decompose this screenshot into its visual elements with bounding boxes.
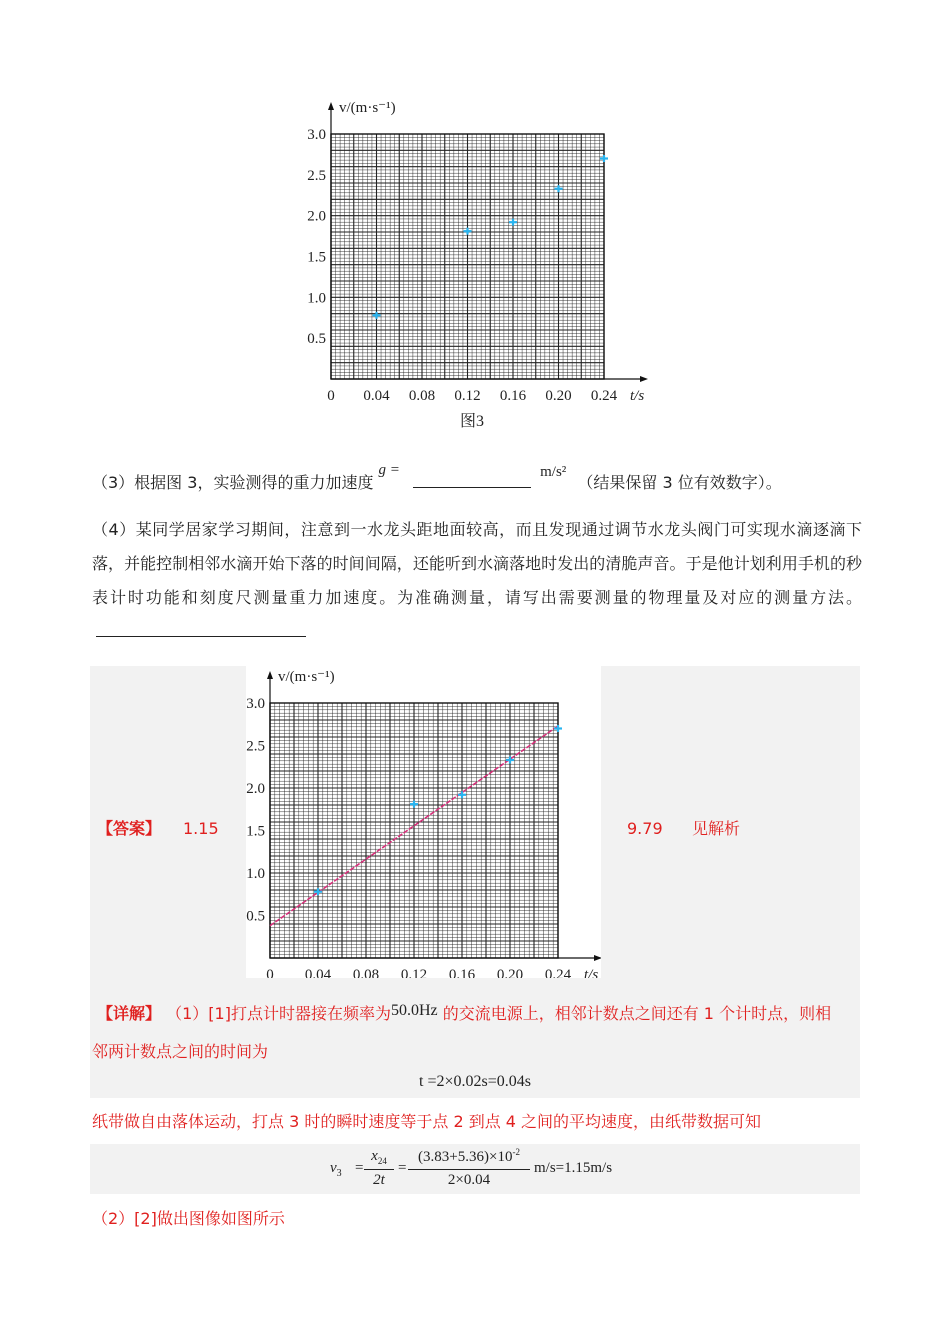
y-axis-arrow <box>267 671 273 679</box>
q4-text: （4）某同学居家学习期间，注意到一水龙头距地面较高，而且发现通过调节水龙头阀门可实现水滴逐滴下落，并能控制相邻水滴开始下落的时间间隔，还能听到水滴落地时发出的清脆声音。于是他计划利用手机的秒表计时功能和刻度尺测量重力加速度。为准确测量，请写出需要测量的物理量及对应的测量方法。 <box>92 520 862 607</box>
formula-equals-2: = <box>398 1160 407 1176</box>
answer-label: 【答案】 <box>97 819 162 838</box>
answer-value-1: 1.15 <box>183 819 219 838</box>
explain-label: 【详解】 <box>97 1004 162 1023</box>
grid <box>270 703 558 958</box>
x-tick-label: 0 <box>327 388 335 404</box>
x-axis-arrow <box>594 955 601 961</box>
x-tick-label: 0.04 <box>363 388 390 404</box>
answer-graph-chart <box>246 666 601 978</box>
formula-2t: 2t <box>373 1172 385 1188</box>
formula-result: m/s=1.15m/s <box>534 1160 613 1176</box>
y-tick-label: 3.0 <box>307 127 326 143</box>
figure-3-chart <box>300 95 660 430</box>
question-3 <box>92 462 892 500</box>
explain-line-4: （2）[2]做出图像如图所示 <box>92 1209 285 1228</box>
question-4 <box>92 513 862 649</box>
q3-suffix: （结果保留 3 位有效数字）。 <box>577 473 782 492</box>
x-tick-label: 0.20 <box>496 967 524 978</box>
q3-unit: m/s² <box>540 464 567 480</box>
x-tick-label: 0.04 <box>304 967 332 978</box>
formula-time: t =2×0.02s=0.04s <box>419 1073 531 1090</box>
data-point <box>509 219 517 226</box>
x-tick-label: 0.24 <box>590 388 618 404</box>
explain-frequency: 50.0Hz <box>390 1002 438 1019</box>
y-axis-label: v/(m·s⁻¹) <box>339 100 396 116</box>
x-axis-label: t/s <box>584 967 599 978</box>
y-tick-label: 1.0 <box>246 866 265 882</box>
formula-x24: $x_{24}$ <box>371 1148 387 1166</box>
formula-bar-2 <box>408 1169 530 1170</box>
answer-value-2: 9.79 <box>627 819 663 838</box>
x-tick-label: 0.12 <box>454 388 481 404</box>
x-tick-label: 0.08 <box>352 967 380 978</box>
y-tick-label: 1.5 <box>307 249 326 266</box>
x-axis-arrow <box>640 376 648 382</box>
answer-graph <box>246 666 601 978</box>
y-axis-arrow <box>328 102 334 110</box>
figure-3 <box>300 95 660 430</box>
y-tick-label: 3.0 <box>246 696 265 712</box>
x-tick-label: 0 <box>266 967 274 978</box>
formula-v: $v_3$ <box>330 1160 342 1179</box>
y-tick-label: 2.5 <box>246 738 265 755</box>
x-tick-label: 0.12 <box>400 967 428 978</box>
formula-equals-1: = <box>355 1160 364 1176</box>
explain-text-1a: （1）[1]打点计时器接在频率为 <box>166 1004 391 1023</box>
x-tick-label: 0.08 <box>408 388 436 404</box>
x-axis-label: t/s <box>630 388 645 404</box>
data-point <box>373 312 381 319</box>
explain-line-1 <box>97 997 857 1032</box>
y-tick-label: 1.5 <box>246 823 265 840</box>
explain-line-2: 邻两计数点之间的时间为 <box>92 1042 269 1061</box>
y-tick-label: 2.5 <box>307 167 326 184</box>
y-axis-label: v/(m·s⁻¹) <box>278 669 335 685</box>
q3-prefix: （3）根据图 3，实验测得的重力加速度 <box>92 473 374 492</box>
explain-line-3: 纸带做自由落体运动，打点 3 时的瞬时速度等于点 2 到点 4 之间的平均速度，由纸带数据可知 <box>92 1112 762 1131</box>
y-tick-label: 2.0 <box>246 781 265 797</box>
formula-bar-1 <box>364 1169 394 1170</box>
grid <box>331 134 604 379</box>
x-tick-label: 0.20 <box>545 388 572 404</box>
formula-numerator: $(3.83+5.36)\times 10^{-2}$ <box>418 1147 520 1165</box>
q3-variable: g = <box>378 462 400 478</box>
y-tick-label: 2.0 <box>307 208 326 225</box>
formula-denominator: 2×0.04 <box>447 1172 491 1188</box>
explain-text-1b: 的交流电源上，相邻计数点之间还有 1 个计时点，则相 <box>442 1004 832 1023</box>
x-tick-label: 0.24 <box>544 967 572 978</box>
figure-3-caption: 图3 <box>460 413 485 430</box>
y-tick-label: 0.5 <box>307 331 326 348</box>
x-tick-label: 0.16 <box>499 388 527 404</box>
q3-answer-blank[interactable] <box>413 469 531 488</box>
y-tick-label: 1.0 <box>307 290 326 307</box>
answer-value-3: 见解析 <box>692 819 741 838</box>
x-tick-label: 0.16 <box>448 967 476 978</box>
data-point <box>458 791 466 798</box>
data-point <box>600 155 608 162</box>
data-point <box>554 725 562 732</box>
y-tick-label: 0.5 <box>246 908 265 925</box>
q4-answer-blank[interactable] <box>96 618 306 637</box>
